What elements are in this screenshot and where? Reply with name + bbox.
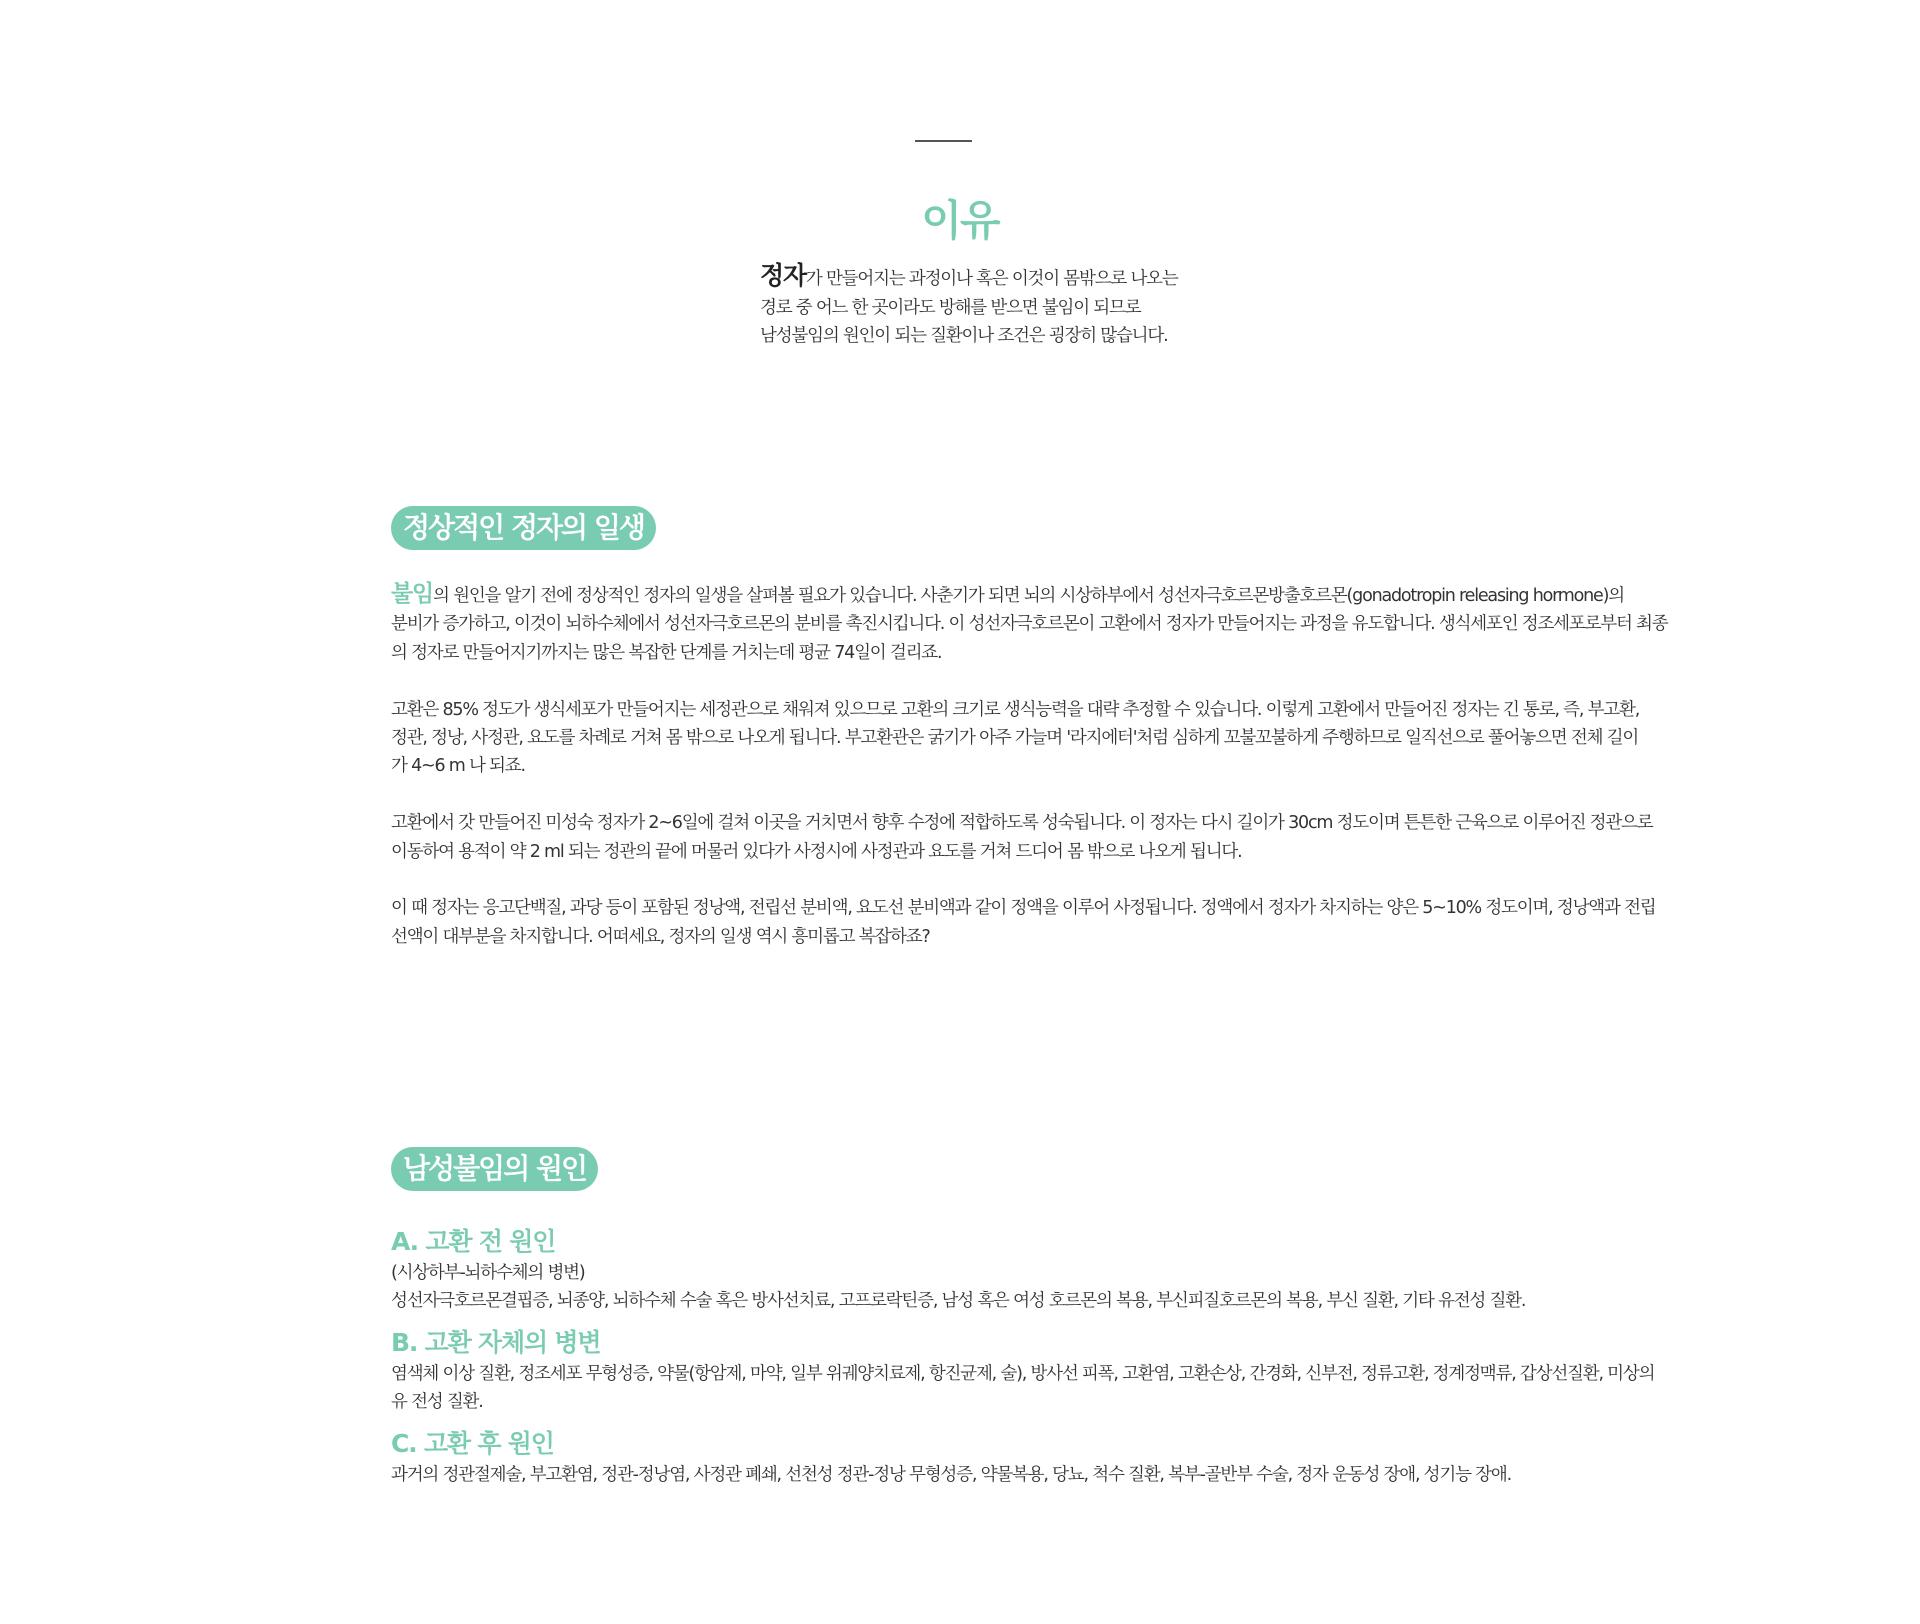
cause-b <box>391 1326 1655 1417</box>
normal-life-section <box>391 580 1668 980</box>
intro-line-3: 남성불임의 원인이 되는 질환이나 조건은 굉장히 많습니다. <box>760 326 1168 346</box>
cause-b-title: B. 고환 자체의 병변 <box>391 1327 601 1357</box>
section-badge-normal-life: 정상적인 정자의 일생 <box>391 506 656 550</box>
cause-a-title: A. 고환 전 원인 <box>391 1227 556 1256</box>
cause-a <box>391 1225 1621 1316</box>
paragraph-1-lead: 불임 <box>391 581 434 607</box>
intro-line-2: 경로 중 어느 한 곳이라도 방해를 받으면 불임이 되므로 <box>760 297 1141 318</box>
intro-text <box>760 262 1320 351</box>
cause-c-body: 과거의 정관절제술, 부고환염, 정관-정낭염, 사정관 폐쇄, 선천성 정관-정낭 무형성증, 약물복용, 당뇨, 척수 질환, 복부-골반부 수술, 정자 운동성 장애, 성기능 장애. <box>391 1464 1511 1485</box>
intro-line-1: 정자가 만들어지는 과정이나 혹은 이것이 몸밖으로 나오는 <box>760 261 1178 290</box>
section-badge-causes: 남성불임의 원인 <box>391 1147 598 1191</box>
causes-section <box>391 1225 1655 1499</box>
cause-c <box>391 1427 1621 1489</box>
paragraph-2: 고환은 85% 정도가 생식세포가 만들어지는 세정관으로 채워져 있으므로 고환의 크기로 생식능력을 대략 추정할 수 있습니다. 이렇게 고환에서 만들어진 정자는 긴 통로, 즉, 부고환, 정관, 정낭, 사정관, 요도를 차례로 거쳐 몸 밖으로 나오게 됩니다. 부고환관은 굵기가 아주 가늘며 '라지에터'처럼 심하게 꼬불꼬불하게 주행하므로 일직선으로 풀어놓으면 전체 길이 가 4~6 m 나 되죠. <box>391 699 1640 777</box>
title-divider <box>915 140 972 142</box>
cause-a-body: (시상하부-뇌하수체의 병변) 성선자극호르몬결핍증, 뇌종양, 뇌하수체 수술 혹은 방사선치료, 고프로락틴증, 남성 혹은 여성 호르몬의 복용, 부신피질호르몬의 복용, 부신 질환, 기타 유전성 질환. <box>391 1263 1526 1312</box>
paragraph-4: 이 때 정자는 응고단백질, 과당 등이 포함된 정낭액, 전립선 분비액, 요도선 분비액과 같이 정액을 이루어 사정됩니다. 정액에서 정자가 차지하는 양은 5~10% 정도이며, 정낭액과 전립 선액이 대부분을 차지합니다. 어떠세요, 정자의 일생 역시 흥미롭고 복잡하죠? <box>391 898 1656 947</box>
cause-b-body: 염색체 이상 질환, 정조세포 무형성증, 약물(항암제, 마약, 일부 위궤양치료제, 항진균제, 술), 방사선 피폭, 고환염, 고환손상, 간경화, 신부전, 정류고환, 정계정맥류, 갑상선질환, 미상의 유 전성 질환. <box>391 1363 1655 1413</box>
cause-c-title: C. 고환 후 원인 <box>391 1428 554 1458</box>
intro-lead: 정자 <box>760 261 806 290</box>
page-title: 이유 <box>921 196 999 245</box>
paragraph-3: 고환에서 갓 만들어진 미성숙 정자가 2~6일에 걸쳐 이곳을 거치면서 향후 수정에 적합하도록 성숙됩니다. 이 정자는 다시 길이가 30cm 정도이며 튼튼한 근육으로 이루어진 정관으로 이동하여 용적이 약 2 ml 되는 정관의 끝에 머물러 있다가 사정시에 사정관과 요도를 거쳐 드디어 몸 밖으로 나오게 됩니다. <box>391 813 1653 862</box>
paragraph-1: 불임의 원인을 알기 전에 정상적인 정자의 일생을 살펴볼 필요가 있습니다. 사춘기가 되면 뇌의 시상하부에서 성선자극호르몬방출호르몬(gonadotropin releasing hormone)의 분비가 증가하고, 이것이 뇌하수체에서 성선자극호르몬의 분비를 촉진시킵니다. 이 성선자극호르몬이 고환에서 정자가 만들어지는 과정을 유도합니다. 생식세포인 정조세포로부터 최종 의 정자로 만들어지기까지는 많은 복잡한 단계를 거치는데 평균 74일이 걸리죠. <box>391 581 1668 663</box>
